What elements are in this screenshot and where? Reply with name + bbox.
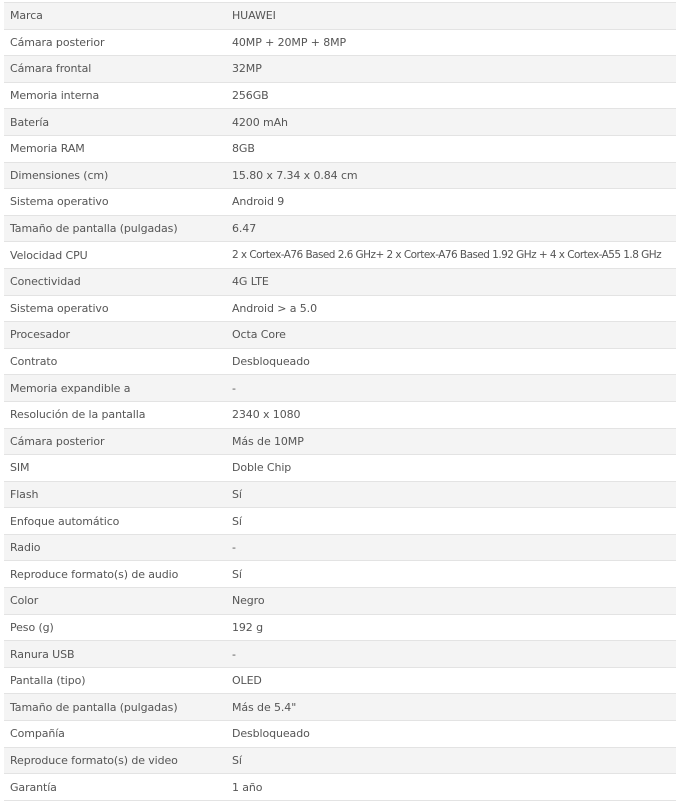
spec-row: [4, 667, 676, 694]
spec-label: Compañía: [4, 721, 225, 748]
spec-row: [4, 215, 676, 242]
spec-row: [4, 3, 676, 30]
spec-row: [4, 135, 676, 162]
spec-row: [4, 375, 676, 402]
spec-label: Memoria expandible a: [4, 375, 225, 402]
spec-value: 15.80 x 7.34 x 0.84 cm: [225, 162, 676, 189]
spec-row: [4, 721, 676, 748]
spec-value: Más de 5.4": [225, 694, 676, 721]
spec-label: Garantía: [4, 774, 225, 801]
spec-value: 6.47: [225, 215, 676, 242]
spec-label: Cámara frontal: [4, 56, 225, 83]
spec-value: 256GB: [225, 82, 676, 109]
spec-label: Sistema operativo: [4, 295, 225, 322]
spec-row: [4, 455, 676, 482]
spec-row: [4, 162, 676, 189]
spec-value: -: [225, 641, 676, 668]
spec-row: [4, 588, 676, 615]
spec-label: Dimensiones (cm): [4, 162, 225, 189]
spec-row: [4, 534, 676, 561]
spec-label: Resolución de la pantalla: [4, 401, 225, 428]
spec-value: Android 9: [225, 189, 676, 216]
spec-value: Desbloqueado: [225, 348, 676, 375]
spec-label: Cámara posterior: [4, 29, 225, 56]
spec-value: Sí: [225, 508, 676, 535]
specifications-table: [4, 2, 676, 801]
spec-label: Enfoque automático: [4, 508, 225, 535]
spec-label: Memoria RAM: [4, 135, 225, 162]
spec-value: Octa Core: [225, 322, 676, 349]
spec-row: [4, 747, 676, 774]
spec-value: 2340 x 1080: [225, 401, 676, 428]
spec-label: Flash: [4, 481, 225, 508]
spec-row: [4, 268, 676, 295]
spec-label: Memoria interna: [4, 82, 225, 109]
spec-row: [4, 428, 676, 455]
spec-row: [4, 481, 676, 508]
spec-row: [4, 614, 676, 641]
spec-row: [4, 109, 676, 136]
spec-value: Sí: [225, 561, 676, 588]
spec-label: Batería: [4, 109, 225, 136]
spec-value: Negro: [225, 588, 676, 615]
spec-row: [4, 561, 676, 588]
spec-value: 40MP + 20MP + 8MP: [225, 29, 676, 56]
spec-label: Pantalla (tipo): [4, 667, 225, 694]
spec-label: Color: [4, 588, 225, 615]
spec-value: 32MP: [225, 56, 676, 83]
spec-row: [4, 56, 676, 83]
spec-label: Peso (g): [4, 614, 225, 641]
spec-value: Android > a 5.0: [225, 295, 676, 322]
spec-row: [4, 774, 676, 801]
spec-value: -: [225, 375, 676, 402]
spec-value: Más de 10MP: [225, 428, 676, 455]
spec-row: [4, 401, 676, 428]
spec-value: -: [225, 534, 676, 561]
spec-value: 4G LTE: [225, 268, 676, 295]
spec-value: Doble Chip: [225, 455, 676, 482]
spec-value: 192 g: [225, 614, 676, 641]
spec-value: Sí: [225, 747, 676, 774]
spec-label: Conectividad: [4, 268, 225, 295]
spec-label: Tamaño de pantalla (pulgadas): [4, 694, 225, 721]
spec-row: [4, 508, 676, 535]
spec-row: [4, 641, 676, 668]
spec-row: [4, 295, 676, 322]
spec-label: Cámara posterior: [4, 428, 225, 455]
spec-value: Desbloqueado: [225, 721, 676, 748]
spec-label: Marca: [4, 3, 225, 30]
specifications-table-body: [4, 3, 676, 801]
spec-label: Contrato: [4, 348, 225, 375]
spec-row: [4, 29, 676, 56]
spec-value: 2 x Cortex-A76 Based 2.6 GHz+ 2 x Cortex-A76 Based 1.92 GHz + 4 x Cortex-A55 1.8 GHz: [225, 242, 676, 269]
spec-row: [4, 242, 676, 269]
spec-value: 8GB: [225, 135, 676, 162]
spec-value: 4200 mAh: [225, 109, 676, 136]
spec-label: Radio: [4, 534, 225, 561]
spec-label: Ranura USB: [4, 641, 225, 668]
spec-value: Sí: [225, 481, 676, 508]
spec-row: [4, 82, 676, 109]
spec-label: Reproduce formato(s) de video: [4, 747, 225, 774]
spec-label: SIM: [4, 455, 225, 482]
spec-row: [4, 694, 676, 721]
spec-value: OLED: [225, 667, 676, 694]
spec-value: 1 año: [225, 774, 676, 801]
spec-label: Velocidad CPU: [4, 242, 225, 269]
spec-row: [4, 322, 676, 349]
spec-label: Procesador: [4, 322, 225, 349]
spec-label: Tamaño de pantalla (pulgadas): [4, 215, 225, 242]
spec-row: [4, 189, 676, 216]
spec-label: Sistema operativo: [4, 189, 225, 216]
spec-label: Reproduce formato(s) de audio: [4, 561, 225, 588]
spec-row: [4, 348, 676, 375]
spec-value: HUAWEI: [225, 3, 676, 30]
